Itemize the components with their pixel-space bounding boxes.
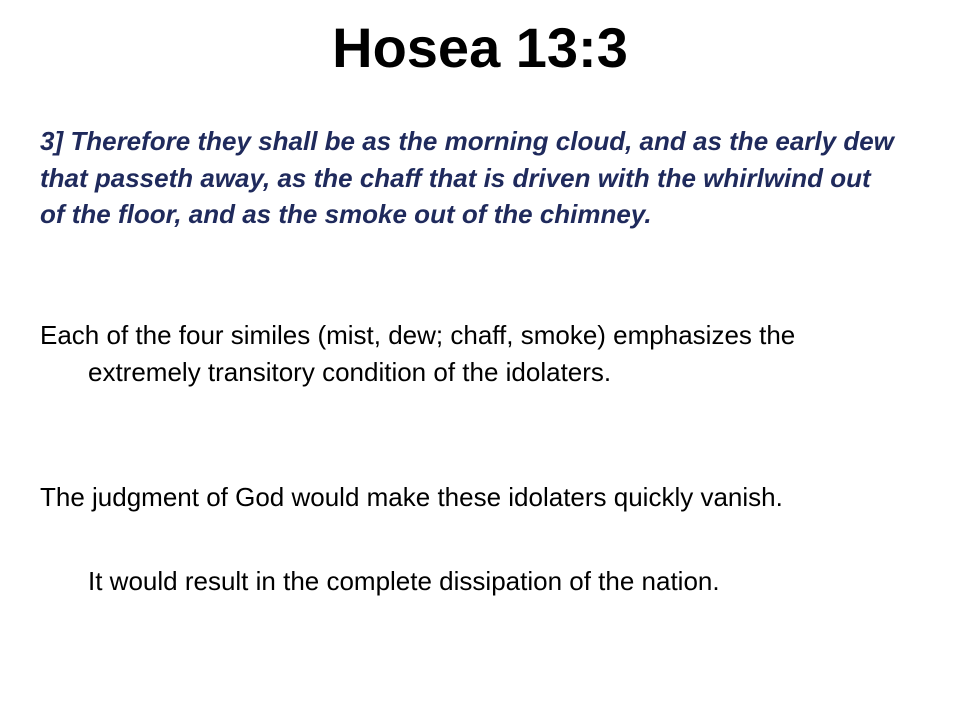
commentary-paragraph-dissipation: It would result in the complete dissipation of the nation. xyxy=(88,566,720,596)
commentary-paragraph-judgment: The judgment of God would make these idolaters quickly vanish. xyxy=(40,482,783,512)
scripture-verse: 3] Therefore they shall be as the morning cloud, and as the early dew that passeth away, as the chaff that is driven with the whirlwind out of the floor, and as the smoke out of the chimney. xyxy=(40,126,894,229)
commentary-paragraph-similes: Each of the four similes (mist, dew; chaff, smoke) emphasizes the extremely transitory condition of the idolaters. xyxy=(40,320,796,387)
slide-title: Hosea 13:3 xyxy=(332,16,628,79)
